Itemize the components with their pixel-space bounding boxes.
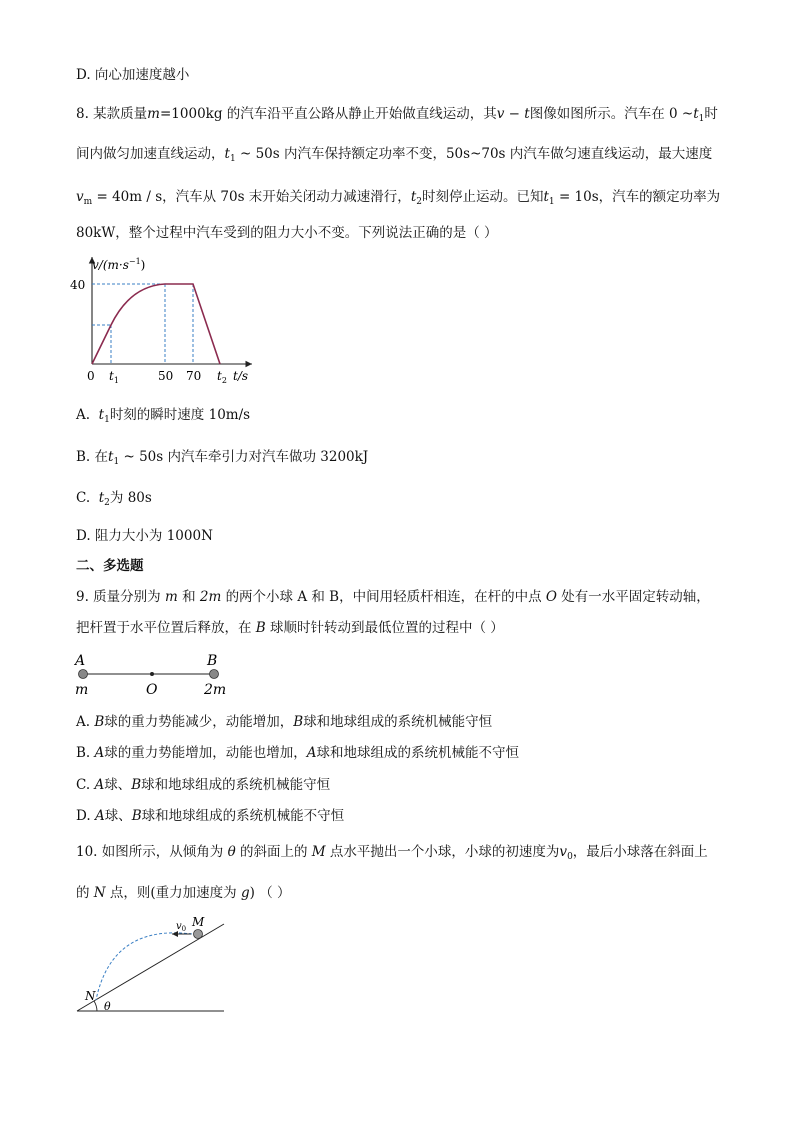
- q10-incline: [77, 924, 224, 1011]
- q10-label-m: M: [192, 915, 205, 929]
- q9-label-a: A: [75, 653, 86, 669]
- q8-graph-xlabel: t/s: [233, 369, 249, 383]
- q8-vt-graph: [70, 252, 270, 392]
- q8-stem-line1: 8. 某款质量m=1000kg 的汽车沿平直公路从静止开始做直线运动，其v − t图像如图所示。汽车在 0 $\sim t_1$时: [76, 106, 718, 124]
- q9-option-b: B. A球的重力势能增加，动能也增加，A球和地球组成的系统机械能不守恒: [76, 745, 520, 761]
- q10-label-theta: θ: [104, 1000, 111, 1013]
- q8-stem-line2: 间内做匀加速直线运动，$t_1$ ~ 50s 内汽车保持额定功率不变，50s~70s 内汽车做匀速直线运动，最大速度: [76, 146, 713, 164]
- q8-graph-x-tick-50: 50: [158, 369, 174, 383]
- q9-label-o: O: [146, 682, 158, 698]
- q10-label-v0: $v_0$: [176, 921, 187, 933]
- q8-graph-ylabel: $v/(m\cdot s^{-1})$: [92, 257, 146, 272]
- q10-incline-diagram: [72, 912, 242, 1022]
- q10-label-n: N: [85, 989, 96, 1003]
- q8-stem-line4: 80kW，整个过程中汽车受到的阻力大小不变。下列说法正确的是（ ）: [76, 225, 498, 241]
- q9-stem-line2: 把杆置于水平位置后释放，在 B 球顺时针转动到最低位置的过程中（ ）: [76, 620, 504, 636]
- q9-label-m: m: [75, 682, 89, 698]
- q8-option-b: B. 在$t_1$ ~ 50s 内汽车牵引力对汽车做功 3200kJ: [76, 449, 369, 467]
- q9-rod-diagram: [72, 650, 242, 700]
- q8-graph-x-tick-t1: $t_1$: [109, 369, 119, 385]
- q8-option-c: C. $t_2$为 80s: [76, 490, 152, 508]
- q9-pivot-o: [150, 672, 154, 676]
- q9-ball-a: [79, 670, 88, 679]
- q7-option-d: D. 向心加速度越小: [76, 67, 190, 83]
- q8-graph-x-tick-70: 70: [186, 369, 202, 383]
- q8-graph-y-tick-40: 40: [70, 278, 86, 292]
- q9-option-d: D. A球、B球和地球组成的系统机械能不守恒: [76, 808, 345, 824]
- q8-stem-line3: $v_m = 40m / s$，汽车从 70s 末开始关闭动力减速滑行，$t_2$时刻停止运动。已知$t_1 = 10s$，汽车的额定功率为: [76, 189, 721, 207]
- q8-graph-x-tick-t2: $t_2$: [217, 369, 227, 385]
- section-multi-choice-heading: 二、多选题: [76, 558, 144, 574]
- q9-ball-b: [210, 670, 219, 679]
- q8-graph-dashed-guides: [92, 284, 193, 364]
- q9-option-c: C. A球、B球和地球组成的系统机械能守恒: [76, 777, 331, 793]
- q10-stem-line1: 10. 如图所示，从倾角为 θ 的斜面上的 M 点水平抛出一个小球，小球的初速度为$v_0$，最后小球落在斜面上: [76, 844, 708, 862]
- q10-ball-m: [194, 930, 203, 939]
- q8-option-d: D. 阻力大小为 1000N: [76, 528, 213, 544]
- q10-stem-line2: 的 N 点，则(重力加速度为 g) （ ）: [76, 885, 291, 901]
- q9-label-2m: 2m: [204, 682, 227, 698]
- q9-option-a: A. B球的重力势能减少，动能增加，B球和地球组成的系统机械能守恒: [76, 714, 493, 730]
- q10-trajectory: [96, 933, 192, 1000]
- q8-option-a: A. $t_1$时刻的瞬时速度 10m/s: [76, 407, 251, 425]
- q9-label-b: B: [207, 653, 218, 669]
- q9-stem-line1: 9. 质量分别为 m 和 2m 的两个小球 A 和 B，中间用轻质杆相连，在杆的中点 O 处有一水平固定转动轴，: [76, 589, 710, 605]
- q8-graph-x-tick-0: 0: [87, 369, 95, 383]
